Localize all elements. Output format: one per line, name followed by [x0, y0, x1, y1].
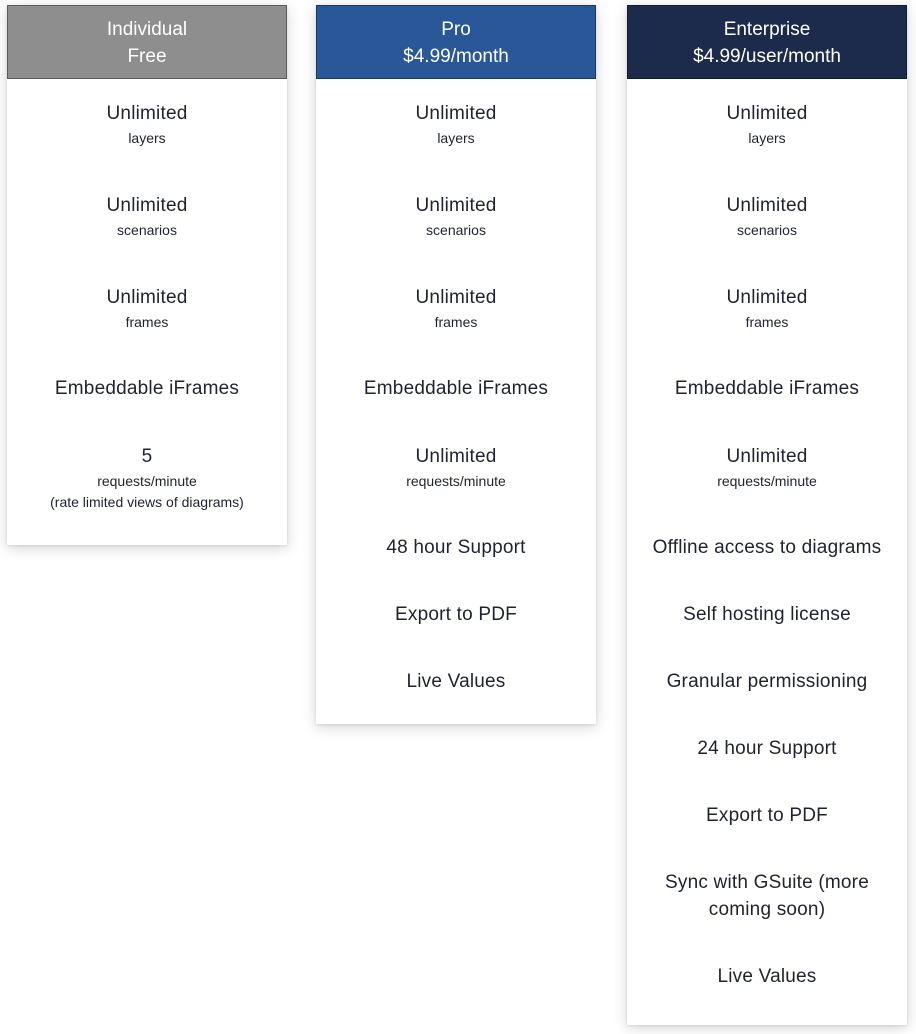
feature-export-pdf — [316, 601, 596, 628]
feature-label: requests/minute — [406, 473, 506, 489]
feature-iframes — [316, 375, 596, 402]
feature-value-continued: coming soon) — [708, 899, 826, 920]
plan-name: Enterprise — [723, 19, 811, 40]
feature-export-pdf — [627, 802, 907, 829]
feature-live-values — [627, 963, 907, 990]
feature-frames — [627, 284, 907, 333]
feature-scenarios — [316, 192, 596, 241]
feature-value: Sync with GSuite (more — [665, 872, 869, 893]
feature-value: Granular permissioning — [666, 671, 868, 692]
feature-offline-access — [627, 534, 907, 561]
feature-value: Unlimited — [726, 103, 808, 124]
feature-value: Unlimited — [106, 103, 188, 124]
feature-requests — [627, 443, 907, 492]
plan-card-pro — [316, 5, 596, 724]
feature-value: Unlimited — [726, 287, 808, 308]
feature-layers — [627, 100, 907, 149]
feature-value: 5 — [141, 446, 153, 467]
feature-label: scenarios — [737, 222, 797, 238]
feature-iframes — [7, 375, 287, 402]
feature-value: Unlimited — [106, 287, 188, 308]
plan-card-enterprise — [627, 5, 907, 1025]
feature-label: frames — [434, 314, 478, 330]
feature-label: scenarios — [117, 222, 177, 238]
feature-support — [627, 735, 907, 762]
feature-label: layers — [437, 130, 475, 146]
feature-value: Self hosting license — [683, 604, 851, 625]
feature-value: Live Values — [406, 671, 506, 692]
feature-layers — [316, 100, 596, 149]
feature-value: Embeddable iFrames — [674, 378, 860, 399]
feature-self-hosting — [627, 601, 907, 628]
plan-header — [627, 5, 907, 79]
feature-label: frames — [125, 314, 169, 330]
feature-value: Unlimited — [415, 103, 497, 124]
feature-gsuite-sync — [627, 869, 907, 923]
feature-value: Unlimited — [726, 195, 808, 216]
plan-card-individual — [7, 5, 287, 545]
plan-price: Free — [127, 46, 167, 67]
feature-requests — [316, 443, 596, 492]
feature-frames — [316, 284, 596, 333]
feature-value: 24 hour Support — [697, 738, 837, 759]
feature-iframes — [627, 375, 907, 402]
feature-value: Unlimited — [726, 446, 808, 467]
feature-value: Embeddable iFrames — [54, 378, 240, 399]
plan-price: $4.99/month — [403, 46, 509, 67]
feature-support — [316, 534, 596, 561]
feature-label: scenarios — [426, 222, 486, 238]
feature-scenarios — [627, 192, 907, 241]
feature-requests — [7, 443, 287, 513]
feature-note: (rate limited views of diagrams) — [50, 494, 244, 510]
feature-value: Unlimited — [415, 446, 497, 467]
feature-value: 48 hour Support — [386, 537, 526, 558]
plan-header — [316, 5, 596, 79]
feature-permissioning — [627, 668, 907, 695]
feature-value: Unlimited — [106, 195, 188, 216]
plan-price: $4.99/user/month — [693, 46, 841, 67]
feature-label: layers — [128, 130, 166, 146]
feature-value: Unlimited — [415, 195, 497, 216]
feature-value: Offline access to diagrams — [652, 537, 882, 558]
plan-name: Pro — [441, 19, 471, 40]
feature-live-values — [316, 668, 596, 695]
feature-frames — [7, 284, 287, 333]
feature-value: Unlimited — [415, 287, 497, 308]
feature-value: Live Values — [717, 966, 817, 987]
plan-name: Individual — [106, 19, 188, 40]
feature-value: Export to PDF — [395, 604, 517, 625]
plan-header — [7, 5, 287, 79]
feature-label: frames — [745, 314, 789, 330]
feature-label: requests/minute — [97, 473, 197, 489]
feature-label: layers — [748, 130, 786, 146]
feature-scenarios — [7, 192, 287, 241]
feature-value: Export to PDF — [706, 805, 828, 826]
feature-layers — [7, 100, 287, 149]
feature-label: requests/minute — [717, 473, 817, 489]
feature-value: Embeddable iFrames — [363, 378, 549, 399]
